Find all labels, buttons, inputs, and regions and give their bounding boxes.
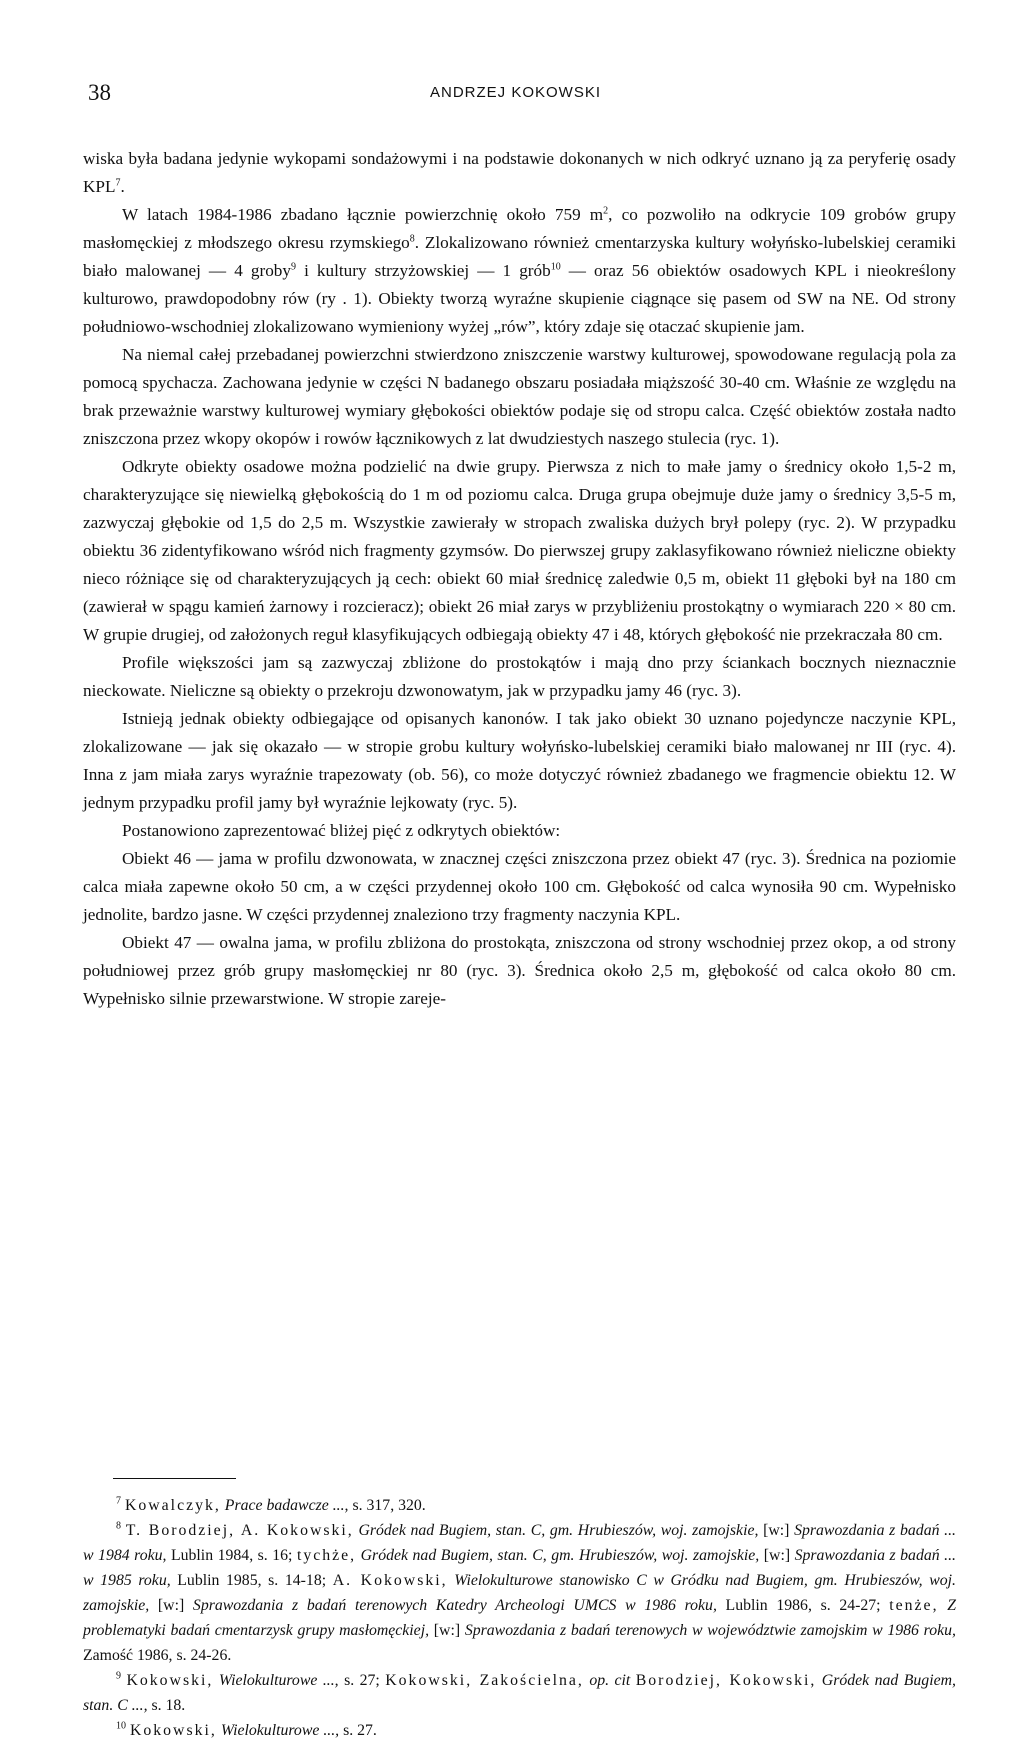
footnote-ref-8[interactable]: 8 bbox=[409, 233, 415, 245]
footnote-10: $^{10}$ Kokowski, Wielokulturowe ..., s. 27. bbox=[116, 1720, 377, 1739]
paragraph-3: Na niemal całej przebadanej powierzchni stwierdzono zniszczenie warstwy kulturowej, spowodowane regulacją pola za pomocą spychacza. Zachowana jedynie w części N badanego obszaru posiadała miąższość 30-40 cm. Właśnie ze względu na brak przeważnie warstwy kulturowej wymiary głębokości obiektów podaje się od stropu calca. Część obiektów została nadto zniszczona przez wkopy okopów i rowów łącznikowych z lat dwudziestych naszego stulecia (ryc. 1). bbox=[83, 345, 956, 448]
footnote-ref-7[interactable]: 7 bbox=[115, 177, 121, 189]
footnote-ref-9[interactable]: 9 bbox=[290, 261, 296, 273]
footnote-7: $^7$ Kowalczyk, Prace badawcze ..., s. 317, 320. bbox=[116, 1495, 426, 1514]
superscript-2: 2 bbox=[603, 205, 609, 217]
running-head: ANDRZEJ KOKOWSKI bbox=[430, 84, 602, 101]
paragraph-2: W latach 1984-1986 zbadano łącznie powierzchnię około 759 $m^2$, co pozwoliło na odkrycie 109 grobów grupy masłomęckiej z młodszego okresu rzymskiego$^8$. Zlokalizowano również cmentarzyska kultury wołyńsko-lubelskiej ceramiki biało malowanej — 4 groby$^9$ i kultury strzyżowskiej — 1 grób$^{10}$ — oraz 56 obiektów osadowych KPL i nieokreślony kulturowo, prawdopodobny rów (ry . 1). Obiekty tworzą wyraźne skupienie ciągnące się pasem od SW na NE. Od strony południowo-wschodniej zlokalizowano wymieniony wyżej „rów”, który zdaje się otaczać skupienie jam. bbox=[83, 205, 956, 336]
paragraph-8: Obiekt 46 — jama w profilu dzwonowata, w znacznej części zniszczona przez obiekt 47 (ryc. 3). Średnica na poziomie calca miała zapewne około 50 cm, a w części przydennej około 100 cm. Głębokość od calca wynosiła 90 cm. Wypełnisko jednolite, bardzo jasne. W części przydennej znaleziono trzy fragmenty naczynia KPL. bbox=[83, 849, 956, 924]
footnote-9: $^9$ Kokowski, Wielokulturowe ..., s. 27; Kokowski, Zakościelna, op. cit Borodziej, Kokowski, Gródek nad Bugiem, stan. C ..., s. 18. bbox=[83, 1670, 956, 1714]
footnote-ref-10[interactable]: 10 bbox=[550, 261, 561, 273]
paragraph-9: Obiekt 47 — owalna jama, w profilu zbliżona do prostokąta, zniszczona od strony wschodniej przez okop, a od strony południowej przez grób grupy masłomęckiej nr 80 (ryc. 3). Średnica około 2,5 m, głębokość od calca około 80 cm. Wypełnisko silnie przewarstwione. W stropie zareje- bbox=[83, 933, 956, 1008]
page-header bbox=[0, 80, 1024, 110]
paragraph-5: Profile większości jam są zazwyczaj zbliżone do prostokątów i mają dno przy ściankach bocznych nieznacznie nieckowate. Nieliczne są obiekty o przekroju dzwonowatym, jak w przypadku jamy 46 (ryc. 3). bbox=[83, 653, 956, 700]
footnote-divider bbox=[113, 1478, 236, 1479]
page-number: 38 bbox=[88, 80, 111, 105]
paragraph-7: Postanowiono zaprezentować bliżej pięć z odkrytych obiektów: bbox=[122, 821, 561, 840]
paragraph-4: Odkryte obiekty osadowe można podzielić na dwie grupy. Pierwsza z nich to małe jamy o średnicy około 1,5-2 m, charakteryzujące się niewielką głębokością do 1 m od poziomu calca. Druga grupa obejmuje duże jamy o średnicy 3,5-5 m, zazwyczaj głębokie od 1,5 do 2,5 m. Wszystkie zawierały w stropach zwaliska dużych brył polepy (ryc. 2). W przypadku obiektu 36 zidentyfikowano wśród nich fragmenty gzymsów. Do pierwszej grupy zaklasyfikowano również nieliczne obiekty nieco różniące się od charakteryzujących ją cech: obiekt 60 miał średnicę zaledwie 0,5 m, obiekt 11 głęboki był na 180 cm (zawierał w spągu kamień żarnowy i rozcieracz); obiekt 26 miał zarys w przybliżeniu prostokątny o wymiarach 220 × 80 cm. W grupie drugiej, od założonych reguł klasyfikujących odbiegają obiekty 47 i 48, których głębokość nie przekraczała 80 cm. bbox=[83, 457, 956, 644]
paragraph-6: Istnieją jednak obiekty odbiegające od opisanych kanonów. I tak jako obiekt 30 uznano pojedyncze naczynie KPL, zlokalizowane — jak się okazało — w stropie grobu kultury wołyńsko-lubelskiej ceramiki biało malowanej nr III (ryc. 4). Inna z jam miała zarys wyraźnie trapezowaty (ob. 56), co może dotyczyć również zbadanego we fragmencie obiektu 12. W jednym przypadku profil jamy był wyraźnie lejkowaty (ryc. 5). bbox=[83, 709, 956, 812]
footnote-8: $^8$ T. Borodziej, A. Kokowski, Gródek nad Bugiem, stan. C, gm. Hrubieszów, woj. zamojskie, [w:] Sprawozdania z badań ... w 1984 roku, Lublin 1984, s. 16; tychże, Gródek nad Bugiem, stan. C, gm. Hrubieszów, woj. zamojskie, [w:] Sprawozdania z badań ... w 1985 roku, Lublin 1985, s. 14-18; A. Kokowski, Wielokulturowe stanowisko C w Gródku nad Bugiem, gm. Hrubieszów, woj. zamojskie, [w:] Sprawozdania z badań terenowych Katedry Archeologi UMCS w 1986 roku, Lublin 1986, s. 24-27; tenże, Z problematyki badań cmentarzysk grupy masłomęckiej, [w:] Sprawozdania z badań terenowych w województwie zamojskim w 1986 roku, Zamość 1986, s. 24-26. bbox=[83, 1520, 957, 1664]
paragraph-1: wiska była badana jedynie wykopami sondażowymi i na podstawie dokonanych w nich odkryć uznano ją za peryferię osady KPL$^7$. bbox=[83, 149, 956, 196]
body-text bbox=[83, 145, 956, 1013]
footnotes bbox=[83, 1493, 956, 1743]
